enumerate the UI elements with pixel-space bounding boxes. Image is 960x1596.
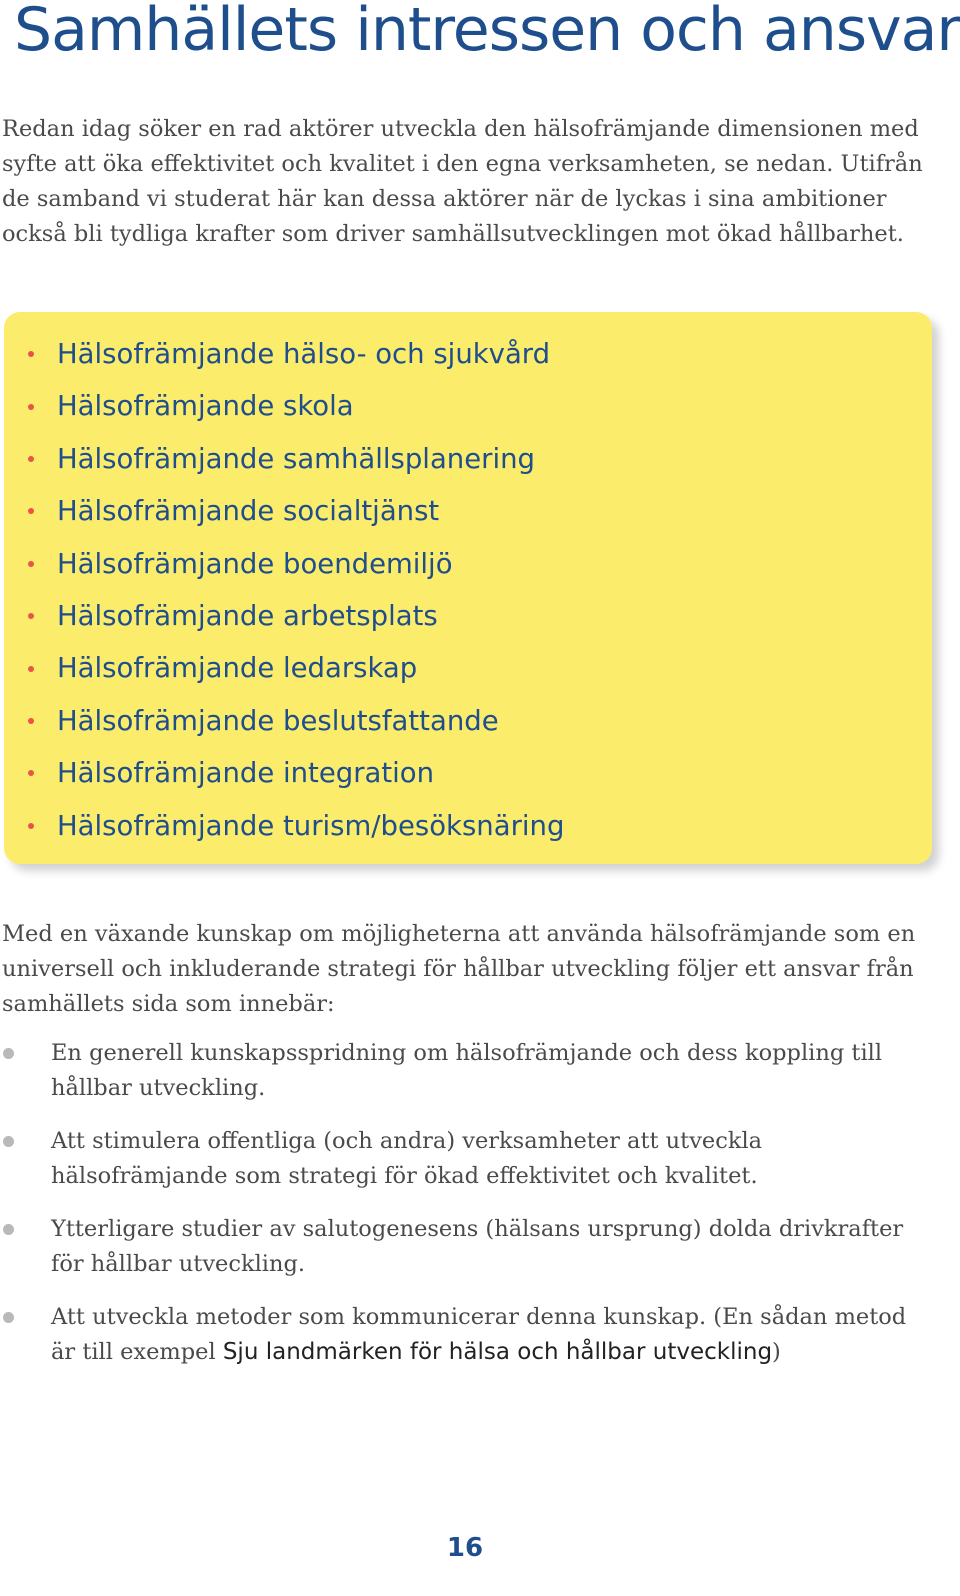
sector-label: Hälsofrämjande integration bbox=[57, 757, 435, 790]
sector-label: Hälsofrämjande turism/besöksnäring bbox=[57, 809, 565, 842]
responsibility-text: Att utveckla metoder som kommunicerar denna kunskap. (En sådan metod är till exempel bbox=[51, 1304, 907, 1365]
sector-label: Hälsofrämjande ledarskap bbox=[57, 652, 418, 685]
sector-list-item bbox=[4, 695, 564, 747]
sector-list-item bbox=[4, 747, 564, 799]
closing-parenthesis: ) bbox=[772, 1339, 781, 1365]
sector-list-item bbox=[4, 800, 564, 852]
bullet-icon bbox=[28, 666, 34, 672]
bullet-icon bbox=[28, 456, 34, 462]
sector-label: Hälsofrämjande hälso- och sjukvård bbox=[57, 338, 551, 370]
sector-label: Hälsofrämjande socialtjänst bbox=[57, 495, 440, 528]
responsibility-text: Ytterligare studier av salutogenesens (hälsans ursprung) dolda drivkrafter för hållbar utveckling. bbox=[51, 1216, 904, 1277]
bullet-icon bbox=[3, 1312, 14, 1323]
publication-reference: Sju landmärken för hälsa och hållbar utveckling bbox=[222, 1339, 773, 1365]
bullet-icon bbox=[28, 561, 34, 567]
page-title: Samhällets intressen och ansvar bbox=[14, 0, 960, 65]
responsibility-list-item bbox=[0, 1212, 930, 1282]
sector-list-item bbox=[4, 485, 564, 537]
sector-list-item bbox=[4, 433, 564, 485]
sector-list-item bbox=[4, 642, 564, 694]
bullet-icon bbox=[3, 1136, 14, 1147]
bullet-icon bbox=[28, 404, 34, 410]
responsibility-list-item bbox=[0, 1300, 930, 1370]
sector-label: Hälsofrämjande boendemiljö bbox=[57, 547, 453, 580]
bullet-icon bbox=[28, 823, 34, 829]
responsibility-text: Att stimulera offentliga (och andra) verksamheter att utveckla hälsofrämjande som strategi för ökad effektivitet och kvalitet. bbox=[51, 1128, 763, 1189]
sector-label: Hälsofrämjande skola bbox=[57, 390, 354, 423]
responsibility-list-item bbox=[0, 1036, 930, 1106]
sector-label: Hälsofrämjande arbetsplats bbox=[57, 599, 438, 632]
bullet-icon bbox=[28, 770, 34, 776]
bullet-icon bbox=[28, 508, 34, 514]
responsibility-text: En generell kunskapsspridning om hälsofrämjande och dess koppling till hållbar utveckling. bbox=[51, 1040, 883, 1101]
intro-paragraph: Redan idag söker en rad aktörer utveckla den hälsofrämjande dimensionen med syfte att öka effektivitet och kvalitet i den egna verksamheten, se nedan. Utifrån de samband vi studerat här kan dessa aktörer när de lyckas i sina ambitioner också bli tydliga krafter som driver samhällsutvecklingen mot ökad hållbarhet. bbox=[2, 116, 923, 247]
responsibility-lead-paragraph: Med en växande kunskap om möjligheterna att använda hälsofrämjande som en universell och inkluderande strategi för hållbar utveckling följer ett ansvar från samhällets sida som innebär: bbox=[2, 921, 916, 1017]
sector-list bbox=[4, 328, 564, 852]
sector-list-item bbox=[4, 380, 564, 432]
sector-list-item bbox=[4, 590, 564, 642]
bullet-icon bbox=[28, 351, 34, 357]
health-promoting-sectors-box bbox=[4, 312, 932, 864]
bullet-icon bbox=[28, 613, 34, 619]
responsibility-list bbox=[0, 1036, 930, 1388]
page-number: 16 bbox=[446, 1533, 484, 1563]
bullet-icon bbox=[3, 1048, 14, 1059]
bullet-icon bbox=[28, 718, 34, 724]
sector-list-item bbox=[4, 328, 564, 380]
bullet-icon bbox=[3, 1224, 14, 1235]
sector-list-item bbox=[4, 538, 564, 590]
sector-label: Hälsofrämjande beslutsfattande bbox=[57, 704, 499, 737]
responsibility-list-item bbox=[0, 1124, 930, 1194]
sector-label: Hälsofrämjande samhällsplanering bbox=[57, 442, 535, 475]
